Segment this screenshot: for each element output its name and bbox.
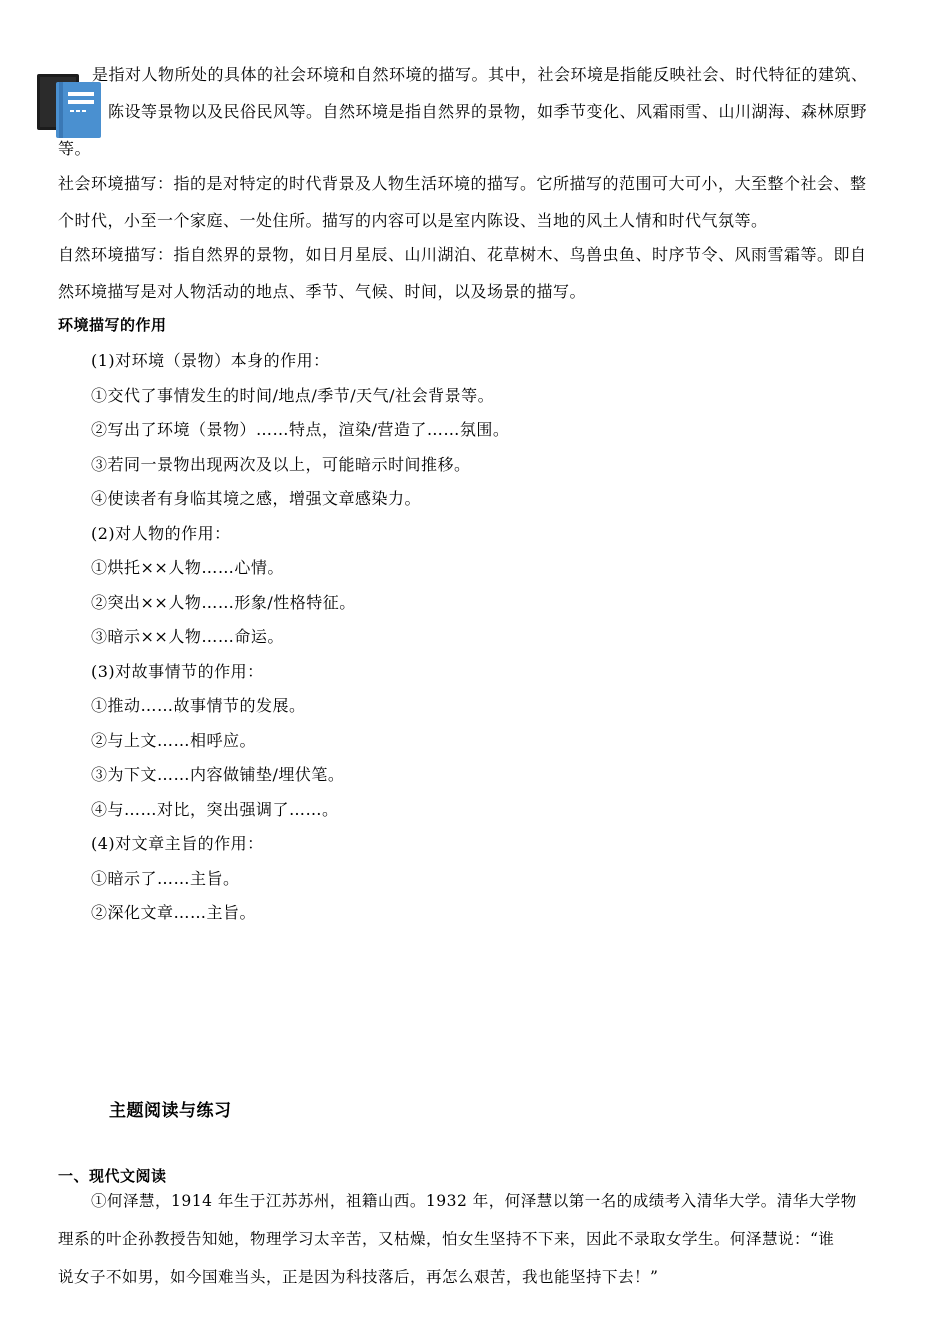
natural-line-2: 然环境描写是对人物活动的地点、季节、气候、时间，以及场景的描写。	[58, 282, 587, 301]
function-item: (2)对人物的作用：	[91, 524, 231, 543]
function-item: ④使读者有身临其境之感，增强文章感染力。	[91, 489, 422, 508]
function-item: ①暗示了……主旨。	[91, 869, 240, 888]
intro-line-2: 陈设等景物以及民俗民风等。自然环境是指自然界的景物，如季节变化、风霜雨雪、山川湖海、森林原野	[108, 102, 868, 121]
function-item: (3)对故事情节的作用：	[91, 662, 264, 681]
social-line-2: 个时代，小至一个家庭、一处住所。描写的内容可以是室内陈设、当地的风土人情和时代气氛等。	[58, 211, 768, 230]
reading-line-2: 理系的叶企孙教授告知她，物理学习太辛苦，又枯燥，怕女生坚持不下来，因此不录取女学生。何泽慧说：“谁	[58, 1230, 835, 1248]
natural-line-1: 自然环境描写：指自然界的景物，如日月星辰、山川湖泊、花草树木、鸟兽虫鱼、时序节令、风雨雪霜等。即自	[58, 245, 867, 264]
function-item: ①交代了事情发生的时间/地点/季节/天气/社会背景等。	[91, 386, 495, 405]
function-item: ②写出了环境（景物）……特点，渲染/营造了……氛围。	[91, 420, 510, 439]
function-item: (4)对文章主旨的作用：	[91, 834, 264, 853]
function-item: ①推动……故事情节的发展。	[91, 696, 306, 715]
function-item: ①烘托××人物……心情。	[91, 558, 284, 577]
function-item: ③若同一景物出现两次及以上，可能暗示时间推移。	[91, 455, 471, 474]
function-heading: 环境描写的作用	[58, 316, 167, 334]
section-title: 主题阅读与练习	[109, 1101, 232, 1121]
intro-line-3: 等。	[58, 139, 92, 158]
function-item: ③为下文……内容做铺垫/埋伏笔。	[91, 765, 345, 784]
function-item: ②突出××人物……形象/性格特征。	[91, 593, 356, 612]
part-title: 一、现代文阅读	[58, 1167, 167, 1185]
function-item: (1)对环境（景物）本身的作用：	[91, 351, 330, 370]
reading-line-3: 说女子不如男，如今国难当头，正是因为科技落后，再怎么艰苦，我也能坚持下去！”	[58, 1268, 659, 1286]
function-item: ②与上文……相呼应。	[91, 731, 257, 750]
social-line-1: 社会环境描写：指的是对特定的时代背景及人物生活环境的描写。它所描写的范围可大可小，大至整个社会、整	[58, 174, 867, 193]
function-item: ②深化文章……主旨。	[91, 903, 257, 922]
function-item: ③暗示××人物……命运。	[91, 627, 284, 646]
intro-line-1: 是指对人物所处的具体的社会环境和自然环境的描写。其中，社会环境是指能反映社会、时代特征的建筑、	[92, 65, 868, 84]
function-item: ④与……对比，突出强调了……。	[91, 800, 339, 819]
reading-line-1: ①何泽慧，1914 年生于江苏苏州，祖籍山西。1932 年，何泽慧以第一名的成绩考入清华大学。清华大学物	[91, 1192, 857, 1210]
